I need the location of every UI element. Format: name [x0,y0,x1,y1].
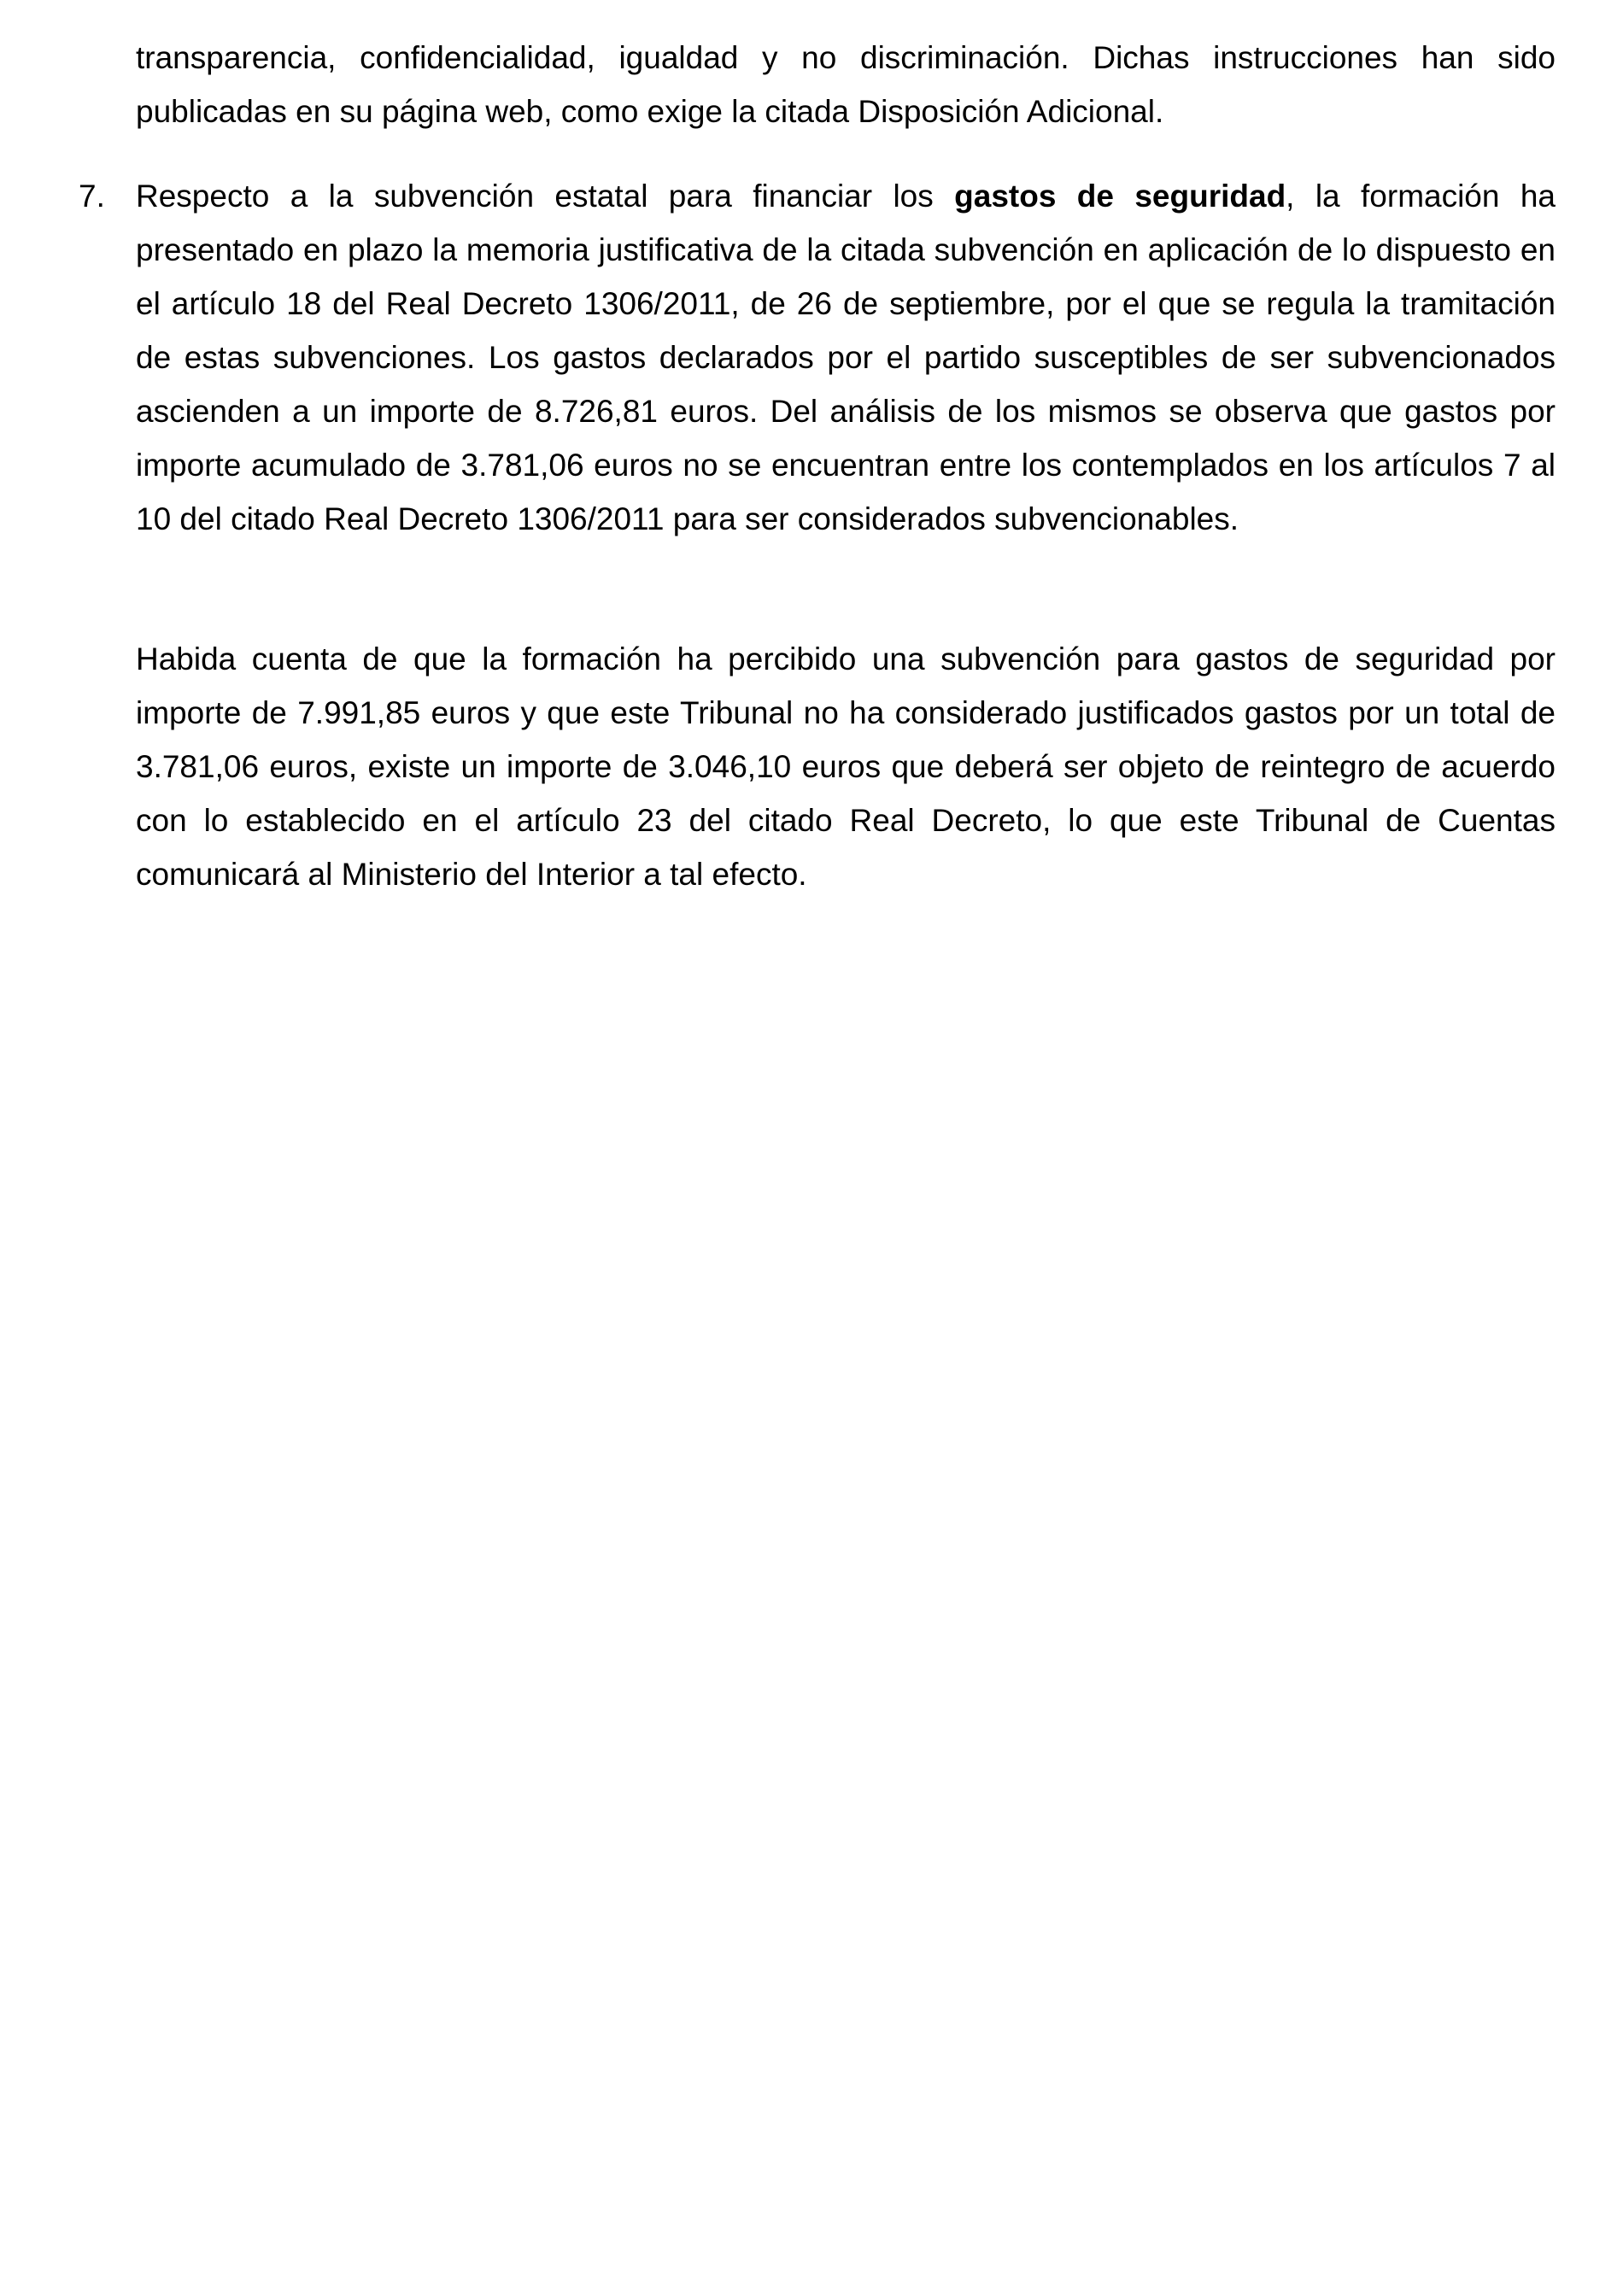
item-7-second-paragraph: Habida cuenta de que la formación ha percibido una subvención para gastos de seguridad por importe de 7.991,85 euros y que este Tribunal no ha considerado justificados gastos por un total de 3.781,06 euros, existe un importe de 3.046,10 euros que deberá ser objeto de reintegro de acuerdo con lo establecido en el artículo 23 del citado Real Decreto, lo que este Tribunal de Cuentas comunicará al Ministerio del Interior a tal efecto. [136,641,1556,892]
item-7-paragraph [136,169,1556,546]
item-7-rest-text: , la formación ha presentado en plazo la memoria justificativa de la citada subvención en aplicación de lo dispuesto en el artículo 18 del Real Decreto 1306/2011, de 26 de septiembre, por el que se regula la tramitación de estas subvenciones. Los gastos declarados por el partido susceptibles de ser subvencionados ascienden a un importe de 8.726,81 euros. Del análisis de los mismos se observa que gastos por importe acumulado de 3.781,06 euros no se encuentran entre los contemplados en los artículos 7 al 10 del citado Real Decreto 1306/2011 para ser considerados subvencionables. [136,179,1556,536]
continuation-paragraph: transparencia, confidencialidad, igualdad y no discriminación. Dichas instrucciones han sido publicadas en su página web, como exige la citada Disposición Adicional. [136,40,1556,129]
item-7-bold-term: gastos de seguridad [954,179,1286,214]
item-7-lead-text: Respecto a la subvención estatal para financiar los [136,179,955,214]
list-item-number: 7. [79,179,105,214]
